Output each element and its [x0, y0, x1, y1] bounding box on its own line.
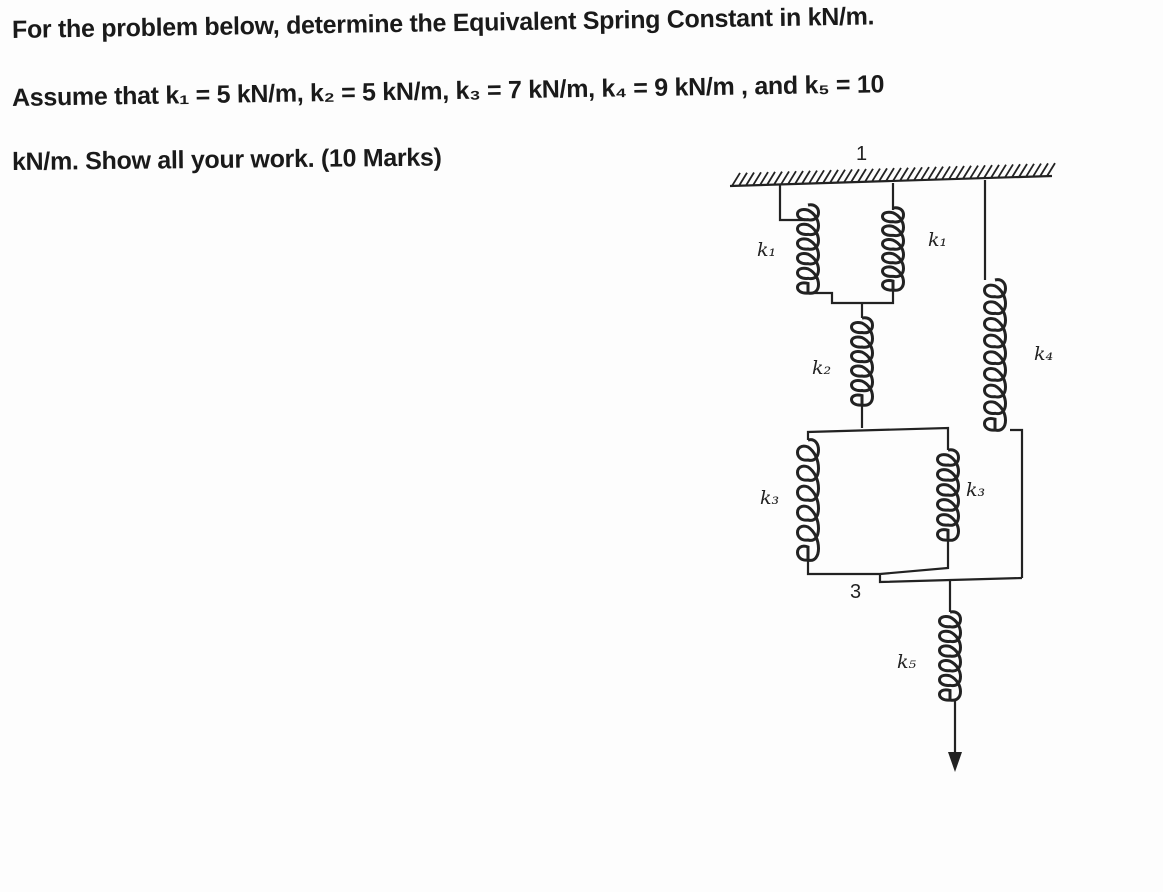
hatch-mark [837, 170, 845, 183]
hatch-mark [1047, 163, 1055, 176]
hatch-mark [984, 165, 992, 178]
hatch-mark [774, 172, 782, 185]
hatch-mark [865, 169, 873, 182]
hatch-mark [907, 168, 915, 181]
hatch-mark [858, 169, 866, 182]
hatch-mark [816, 170, 824, 183]
hatch-mark [970, 166, 978, 179]
hatch-mark [1040, 163, 1048, 176]
label-k3-left: k₃ [760, 487, 780, 509]
hatch-mark [809, 171, 817, 184]
spring-k3-left [798, 440, 819, 561]
hatch-mark [795, 171, 803, 184]
support-hatching [732, 163, 1055, 186]
spring-k4 [985, 280, 1006, 431]
hatch-mark [893, 168, 901, 181]
hatch-mark [879, 168, 887, 181]
hatch-mark [1026, 164, 1034, 177]
hatch-mark [760, 172, 768, 185]
hatch-mark [928, 167, 936, 180]
question-line-3: kN/m. Show all your work. (10 Marks) [11, 143, 442, 176]
spring-k2 [852, 318, 873, 406]
hatch-mark [830, 170, 838, 183]
node-label-1: 1 [856, 143, 868, 165]
hatch-mark [781, 171, 789, 184]
wire-top-pair-bottom [805, 290, 893, 303]
hatch-mark [1033, 164, 1041, 177]
hatch-mark [1005, 164, 1013, 177]
hatch-mark [753, 172, 761, 185]
hatch-mark [823, 170, 831, 183]
hatch-mark [935, 167, 943, 180]
spring-k1-left [798, 205, 819, 294]
hatch-mark [802, 171, 810, 184]
force-arrow-head [948, 752, 962, 772]
question-line-1: For the problem below, determine the Equivalent Spring Constant in kN/m. [11, 2, 875, 44]
hatch-mark [1019, 164, 1027, 177]
hatch-mark [886, 168, 894, 181]
label-k3-right: k₃ [966, 479, 986, 501]
spring-k3-right [938, 450, 959, 541]
question-line-2: Assume that k₁ = 5 kN/m, k₂ = 5 kN/m, k₃ = 7 kN/m, k₄ = 9 kN/m , and k₅ = 10 [11, 70, 885, 112]
hatch-mark [998, 165, 1006, 178]
label-k2: k₂ [812, 357, 832, 379]
hatch-mark [921, 167, 929, 180]
hatch-mark [963, 166, 971, 179]
label-k1-right: k₁ [928, 229, 948, 251]
fixed-support [730, 163, 1055, 186]
hatch-mark [900, 168, 908, 181]
node-label-3: 3 [850, 581, 862, 603]
hatch-mark [788, 171, 796, 184]
wire-lower-pair-top [808, 428, 948, 450]
spring-k5 [940, 612, 961, 701]
wire-lower-pair-bottom [808, 540, 948, 574]
hatch-mark [956, 166, 964, 179]
hatch-mark [872, 169, 880, 182]
hatch-mark [851, 169, 859, 182]
wire-k4-down [1010, 430, 1022, 578]
hatch-mark [1012, 164, 1020, 177]
hatch-mark [914, 167, 922, 180]
wire-left-hanger [780, 185, 805, 220]
label-k1-left: k₁ [757, 239, 777, 261]
hatch-mark [732, 173, 740, 186]
hatch-mark [844, 169, 852, 182]
hatch-mark [949, 166, 957, 179]
label-k5: k₅ [897, 651, 917, 673]
hatch-mark [739, 173, 747, 186]
label-k4: k₄ [1034, 343, 1054, 365]
hatch-mark [942, 166, 950, 179]
hatch-mark [746, 173, 754, 186]
hatch-mark [767, 172, 775, 185]
hatch-mark [991, 165, 999, 178]
hatch-mark [977, 165, 985, 178]
spring-k1-right [883, 208, 904, 291]
